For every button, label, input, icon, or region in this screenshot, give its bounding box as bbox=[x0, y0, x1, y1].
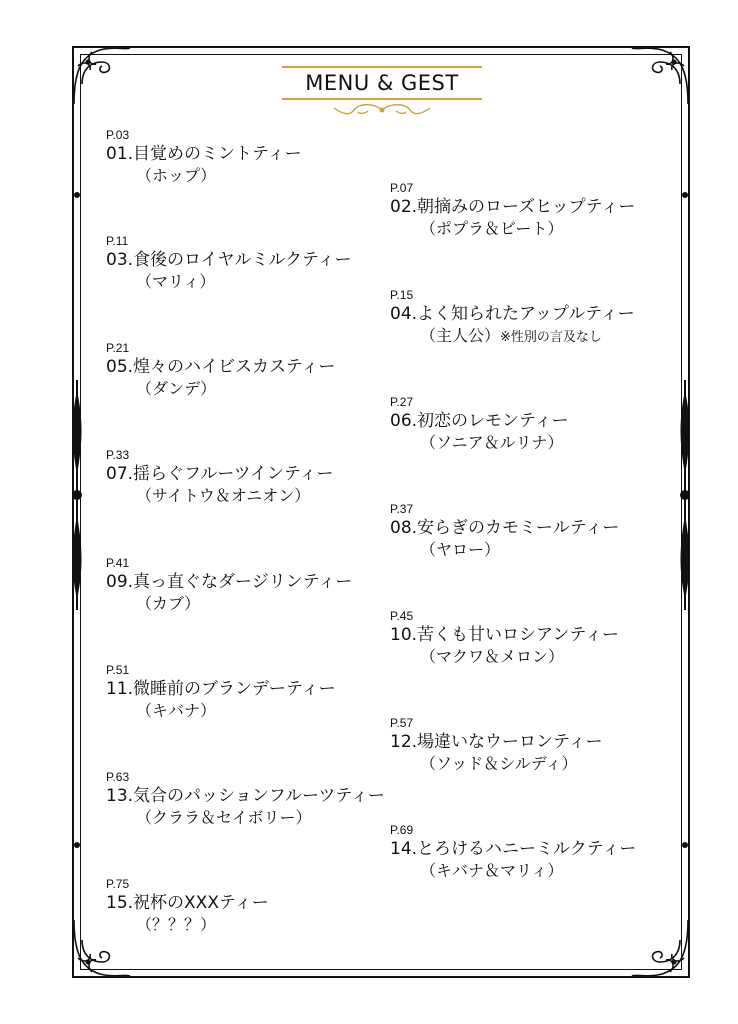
entry-page-number: P.75 bbox=[106, 877, 130, 891]
entry-page-number: P.07 bbox=[390, 181, 414, 195]
menu-entry-02 bbox=[390, 181, 635, 240]
entry-characters: （ポプラ＆ビート） bbox=[420, 219, 564, 238]
entry-title: 06.初恋のレモンティー bbox=[390, 411, 569, 431]
menu-entry-01 bbox=[106, 128, 302, 187]
side-ornament-left-icon bbox=[66, 380, 88, 610]
entry-characters: （クララ＆セイボリー） bbox=[136, 808, 312, 827]
menu-title-block bbox=[282, 66, 482, 118]
side-ornament-right-icon bbox=[674, 380, 696, 610]
entry-page-number: P.27 bbox=[390, 395, 414, 409]
title-rule-top bbox=[282, 66, 482, 68]
menu-title: MENU & GEST bbox=[305, 71, 459, 95]
corner-flourish-top-right-icon bbox=[628, 44, 692, 108]
entry-title: 07.揺らぐフルーツインティー bbox=[106, 464, 334, 484]
entry-title: 12.場違いなウーロンティー bbox=[390, 732, 603, 752]
entry-characters: （ホップ） bbox=[136, 166, 217, 185]
menu-entry-08 bbox=[390, 502, 619, 561]
side-dot-right-bottom-icon bbox=[679, 830, 691, 860]
entry-title: 11.微睡前のブランデーティー bbox=[106, 679, 336, 699]
entry-note: ※性別の言及なし bbox=[500, 330, 602, 345]
corner-flourish-bottom-right-icon bbox=[628, 916, 692, 980]
entry-title: 10.苦くも甘いロシアンティー bbox=[390, 625, 619, 645]
entry-characters: （ソニア＆ルリナ） bbox=[420, 433, 564, 452]
entry-characters: （キバナ） bbox=[136, 701, 217, 720]
title-rule-bottom bbox=[282, 98, 482, 100]
entry-title: 03.食後のロイヤルミルクティー bbox=[106, 250, 352, 270]
entry-page-number: P.21 bbox=[106, 341, 130, 355]
menu-entry-06 bbox=[390, 395, 569, 454]
entry-characters: （ソッド＆シルディ） bbox=[420, 754, 578, 773]
entry-characters bbox=[390, 325, 635, 349]
entry-title: 02.朝摘みのローズヒップティー bbox=[390, 197, 636, 217]
entry-title: 13.気合のパッションフルーツティー bbox=[106, 786, 385, 806]
entry-title: 01.目覚めのミントティー bbox=[106, 144, 302, 164]
entry-page-number: P.15 bbox=[390, 288, 414, 302]
side-dot-left-top-icon bbox=[71, 180, 83, 210]
entry-characters: （マクワ＆メロン） bbox=[420, 647, 565, 666]
entry-page-number: P.03 bbox=[106, 128, 130, 142]
entry-characters: （ダンデ） bbox=[136, 379, 217, 398]
entry-title: 08.安らぎのカモミールティー bbox=[390, 518, 620, 538]
entry-characters: （サイトウ＆オニオン） bbox=[136, 486, 311, 505]
menu-entry-09 bbox=[106, 556, 352, 615]
entry-page-number: P.37 bbox=[390, 502, 414, 516]
entry-page-number: P.45 bbox=[390, 609, 414, 623]
corner-flourish-top-left-icon bbox=[70, 44, 134, 108]
entry-page-number: P.69 bbox=[390, 823, 414, 837]
menu-entry-14 bbox=[390, 823, 636, 882]
entry-characters: （キバナ＆マリィ） bbox=[420, 861, 564, 880]
side-dot-right-top-icon bbox=[679, 180, 691, 210]
entry-characters: （カブ） bbox=[136, 594, 201, 613]
menu-entry-10 bbox=[390, 609, 619, 668]
entry-title: 05.煌々のハイビスカスティー bbox=[106, 357, 336, 377]
entry-title: 04.よく知られたアップルティー bbox=[390, 304, 635, 324]
entry-page-number: P.11 bbox=[106, 234, 129, 248]
entry-characters: （ヤロー） bbox=[420, 540, 501, 559]
entry-page-number: P.33 bbox=[106, 448, 130, 462]
side-dot-left-bottom-icon bbox=[71, 830, 83, 860]
title-flourish-icon bbox=[328, 102, 436, 118]
entry-page-number: P.41 bbox=[106, 556, 130, 570]
menu-entry-05 bbox=[106, 341, 335, 400]
entry-title: 09.真っ直ぐなダージリンティー bbox=[106, 572, 353, 592]
entry-page-number: P.51 bbox=[106, 663, 130, 677]
menu-entry-13 bbox=[106, 770, 385, 829]
entry-characters-names: （主人公） bbox=[420, 326, 501, 345]
menu-entry-11 bbox=[106, 663, 336, 722]
menu-entry-07 bbox=[106, 448, 333, 507]
menu-entry-04 bbox=[390, 288, 635, 349]
entry-page-number: P.63 bbox=[106, 770, 130, 784]
entry-page-number: P.57 bbox=[390, 716, 414, 730]
menu-entry-15 bbox=[106, 877, 269, 936]
entry-characters: （マリィ） bbox=[136, 272, 216, 291]
entry-title: 14.とろけるハニーミルクティー bbox=[390, 839, 637, 859]
entry-characters: （？？？） bbox=[136, 915, 217, 934]
entry-title: 15.祝杯のXXXティー bbox=[106, 893, 269, 913]
menu-entry-03 bbox=[106, 234, 352, 293]
menu-entry-12 bbox=[390, 716, 603, 775]
